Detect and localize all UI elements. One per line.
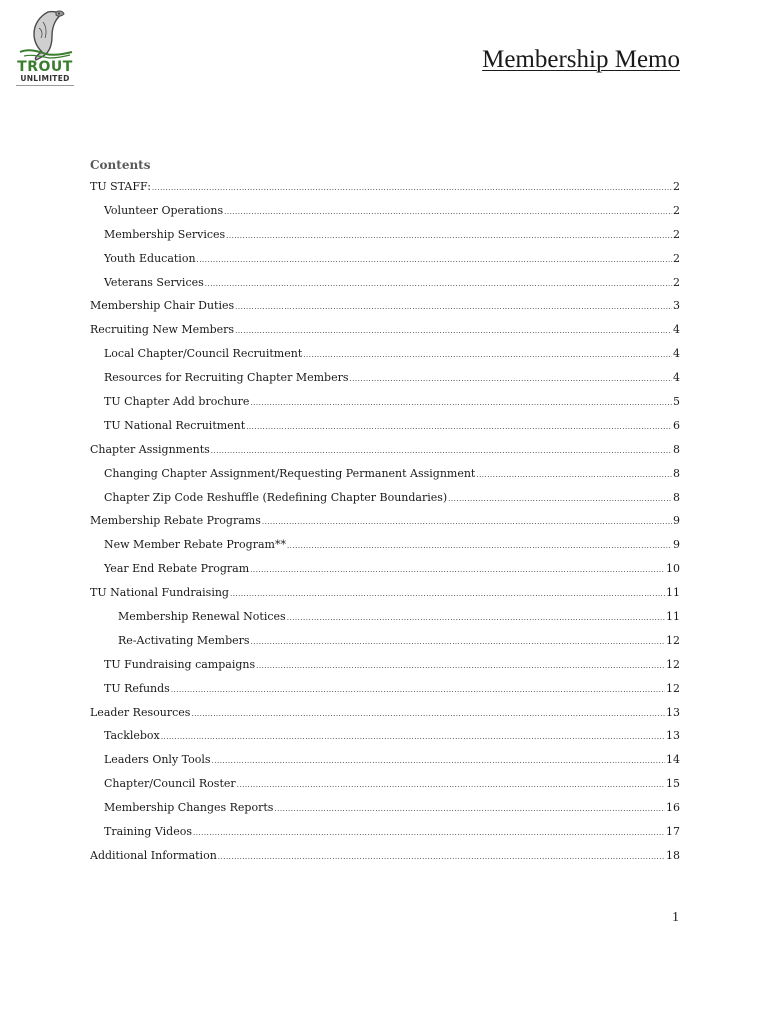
toc-entry-label: Chapter Zip Code Reshuffle (Redefining Chapter Boundaries) <box>104 490 448 504</box>
toc-entry-label: Tacklebox <box>104 729 160 743</box>
toc-entry-label: Leaders Only Tools <box>104 753 211 767</box>
toc-dot-leader <box>235 320 672 344</box>
toc-dot-leader <box>251 631 665 655</box>
toc-entry-label: Membership Chair Duties <box>90 299 235 313</box>
toc-entry[interactable] <box>90 796 680 820</box>
toc-entry-page-number: 11 <box>666 610 680 624</box>
trout-unlimited-logo <box>12 8 78 90</box>
toc-entry[interactable] <box>90 629 680 653</box>
toc-entry-label: Volunteer Operations <box>104 203 224 217</box>
toc-entry-label: Resources for Recruiting Chapter Members <box>104 371 349 385</box>
toc-entry-label: TU Chapter Add brochure <box>104 395 250 409</box>
toc-dot-leader <box>287 607 665 631</box>
toc-entry[interactable] <box>90 605 680 629</box>
toc-entry-label: Youth Education <box>104 251 196 265</box>
toc-dot-leader <box>152 177 672 201</box>
toc-dot-leader <box>230 583 665 607</box>
toc-dot-leader <box>448 488 672 512</box>
toc-entry-page-number: 2 <box>673 251 680 265</box>
page-number: 1 <box>672 910 679 925</box>
toc-entry[interactable] <box>90 844 680 868</box>
toc-dot-leader <box>226 225 672 249</box>
logo-divider <box>16 85 74 86</box>
toc-entry[interactable] <box>90 342 680 366</box>
toc-entry[interactable] <box>90 175 680 199</box>
toc-entry-label: Leader Resources <box>90 705 191 719</box>
toc-entry-label: TU Refunds <box>104 681 170 695</box>
logo-wordmark-unlimited: UNLIMITED <box>20 74 70 83</box>
toc-entry[interactable] <box>90 271 680 295</box>
toc-entry-page-number: 2 <box>673 275 680 289</box>
toc-entry-page-number: 9 <box>673 538 680 552</box>
toc-entry-page-number: 4 <box>673 371 680 385</box>
toc-entry-list <box>90 175 680 868</box>
toc-dot-leader <box>171 679 665 703</box>
trout-icon <box>12 8 78 62</box>
toc-entry-page-number: 11 <box>666 586 680 600</box>
toc-entry[interactable] <box>90 581 680 605</box>
toc-dot-leader <box>256 655 665 679</box>
toc-dot-leader <box>246 416 672 440</box>
toc-entry-page-number: 8 <box>673 466 680 480</box>
toc-entry-label: Membership Services <box>104 227 226 241</box>
toc-entry[interactable] <box>90 701 680 725</box>
toc-entry[interactable] <box>90 653 680 677</box>
toc-entry-label: Recruiting New Members <box>90 323 235 337</box>
toc-entry-page-number: 14 <box>666 753 680 767</box>
toc-entry[interactable] <box>90 533 680 557</box>
toc-dot-leader <box>250 392 672 416</box>
toc-entry-label: Veterans Services <box>104 275 204 289</box>
toc-entry-page-number: 13 <box>666 705 680 719</box>
toc-entry[interactable] <box>90 318 680 342</box>
toc-entry[interactable] <box>90 414 680 438</box>
toc-entry[interactable] <box>90 247 680 271</box>
toc-dot-leader <box>237 774 665 798</box>
toc-dot-leader <box>211 440 672 464</box>
toc-entry-page-number: 5 <box>673 395 680 409</box>
toc-entry-label: Chapter Assignments <box>90 442 210 456</box>
toc-entry[interactable] <box>90 199 680 223</box>
toc-dot-leader <box>349 368 672 392</box>
toc-entry[interactable] <box>90 748 680 772</box>
toc-entry-page-number: 3 <box>673 299 680 313</box>
table-of-contents <box>90 158 680 868</box>
toc-entry-page-number: 17 <box>666 825 680 839</box>
toc-entry-page-number: 15 <box>666 777 680 791</box>
toc-entry[interactable] <box>90 509 680 533</box>
toc-entry-label: Re-Activating Members <box>118 633 250 647</box>
toc-entry-page-number: 12 <box>666 633 680 647</box>
toc-dot-leader <box>205 273 672 297</box>
toc-entry-label: Chapter/Council Roster <box>104 777 236 791</box>
toc-entry-label: Changing Chapter Assignment/Requesting Permanent Assignment <box>104 466 476 480</box>
toc-dot-leader <box>224 201 672 225</box>
toc-entry[interactable] <box>90 820 680 844</box>
toc-entry-label: Local Chapter/Council Recruitment <box>104 347 303 361</box>
toc-entry-page-number: 4 <box>673 323 680 337</box>
toc-entry-page-number: 13 <box>666 729 680 743</box>
toc-dot-leader <box>212 750 665 774</box>
toc-entry-page-number: 8 <box>673 442 680 456</box>
toc-dot-leader <box>191 703 665 727</box>
toc-entry[interactable] <box>90 294 680 318</box>
toc-entry-label: TU National Fundraising <box>90 586 229 600</box>
toc-entry-label: Training Videos <box>104 825 192 839</box>
toc-entry-page-number: 12 <box>666 657 680 671</box>
toc-entry-page-number: 16 <box>666 801 680 815</box>
toc-entry-label: New Member Rebate Program** <box>104 538 286 552</box>
toc-dot-leader <box>218 846 665 870</box>
toc-entry[interactable] <box>90 486 680 510</box>
document-title: Membership Memo <box>482 46 680 73</box>
toc-entry-label: Membership Changes Reports <box>104 801 274 815</box>
toc-dot-leader <box>235 296 672 320</box>
toc-heading: Contents <box>90 158 151 172</box>
toc-entry[interactable] <box>90 772 680 796</box>
toc-entry-page-number: 4 <box>673 347 680 361</box>
toc-dot-leader <box>193 822 665 846</box>
toc-entry-page-number: 2 <box>673 227 680 241</box>
toc-entry-page-number: 2 <box>673 203 680 217</box>
toc-entry[interactable] <box>90 724 680 748</box>
toc-entry[interactable] <box>90 223 680 247</box>
toc-entry[interactable] <box>90 677 680 701</box>
toc-entry-page-number: 6 <box>673 418 680 432</box>
toc-entry-label: Additional Information <box>90 848 217 862</box>
toc-entry[interactable] <box>90 462 680 486</box>
toc-entry[interactable] <box>90 557 680 581</box>
toc-dot-leader <box>250 559 665 583</box>
toc-entry-label: TU National Recruitment <box>104 418 246 432</box>
toc-entry-page-number: 2 <box>673 180 680 193</box>
toc-dot-leader <box>476 464 672 488</box>
toc-dot-leader <box>287 535 672 559</box>
toc-entry-label: Year End Rebate Program <box>104 562 250 576</box>
toc-dot-leader <box>262 511 672 535</box>
toc-entry[interactable] <box>90 366 680 390</box>
toc-dot-leader <box>303 344 672 368</box>
toc-entry-label: TU Fundraising campaigns <box>104 657 256 671</box>
toc-entry-page-number: 12 <box>666 681 680 695</box>
toc-entry[interactable] <box>90 390 680 414</box>
toc-entry[interactable] <box>90 438 680 462</box>
toc-entry-page-number: 18 <box>666 848 680 862</box>
logo-wordmark-trout: TROUT <box>17 59 73 75</box>
toc-dot-leader <box>197 249 672 273</box>
toc-dot-leader <box>161 726 665 750</box>
toc-entry-label: Membership Renewal Notices <box>118 610 286 624</box>
toc-entry-page-number: 9 <box>673 514 680 528</box>
toc-dot-leader <box>274 798 665 822</box>
toc-entry-label: TU STAFF: <box>90 180 151 193</box>
toc-entry-page-number: 10 <box>666 562 680 576</box>
toc-entry-page-number: 8 <box>673 490 680 504</box>
toc-entry-label: Membership Rebate Programs <box>90 514 261 528</box>
